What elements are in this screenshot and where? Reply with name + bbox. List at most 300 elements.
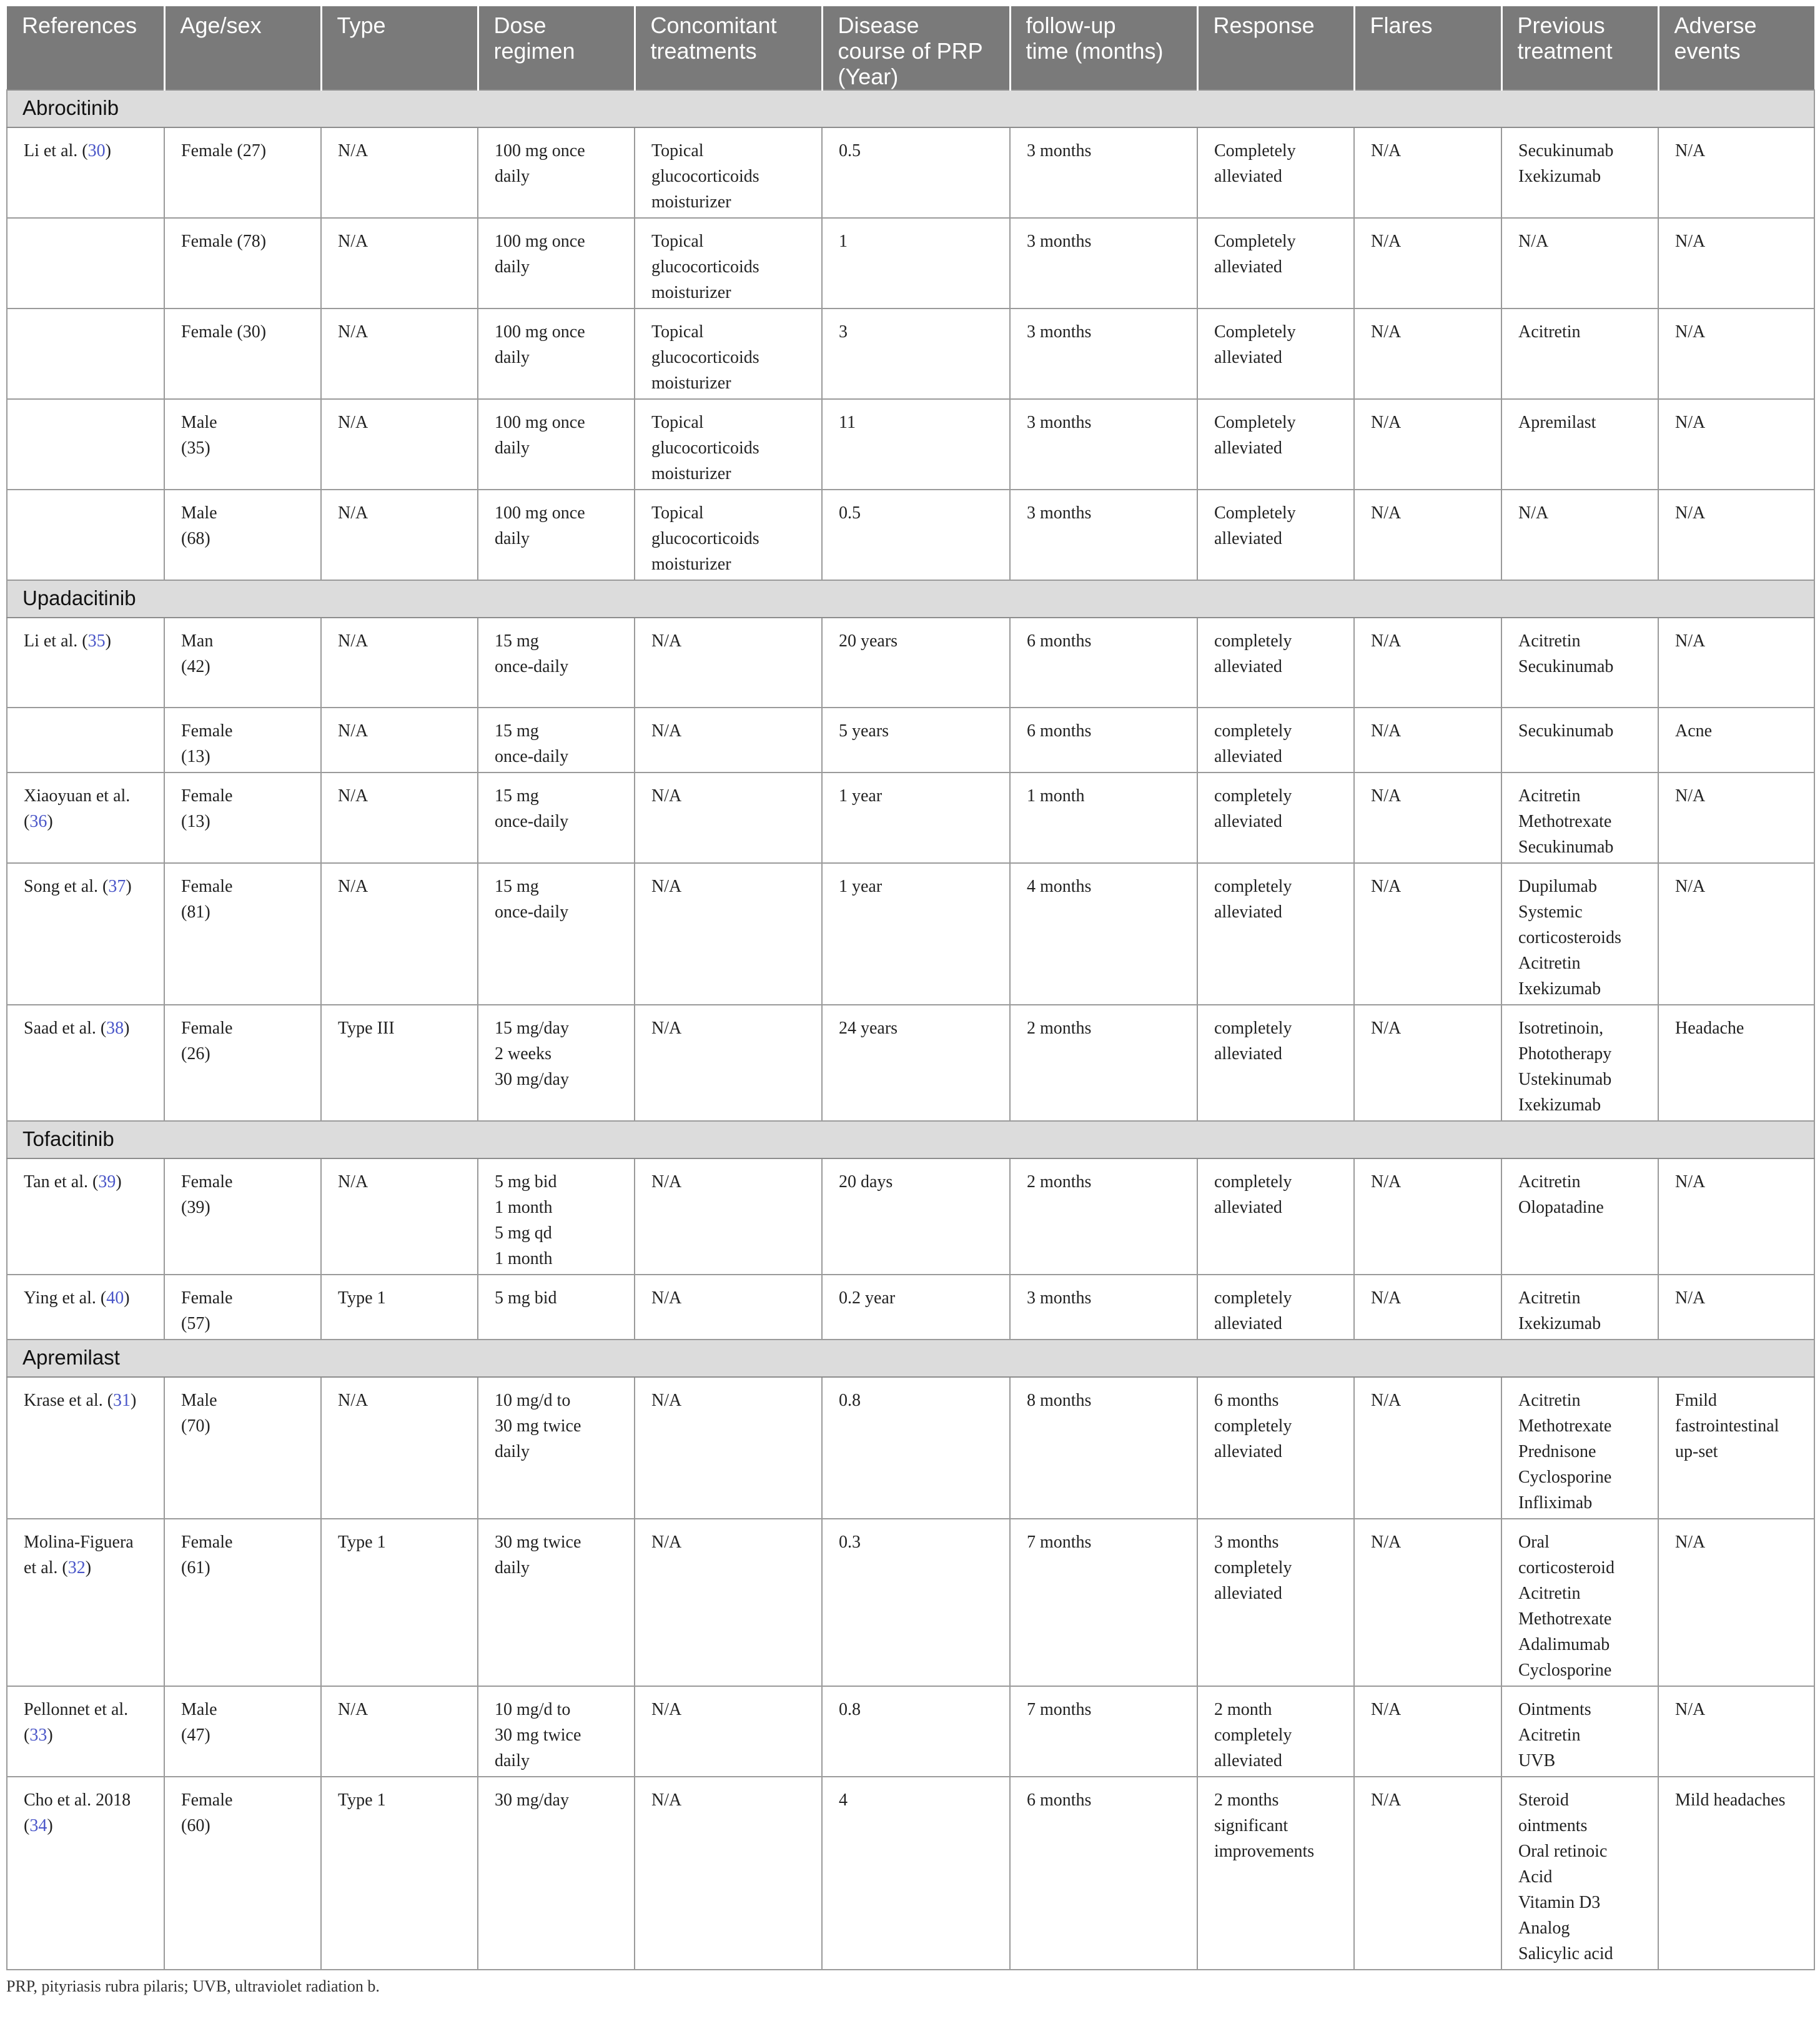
cell-text: N/A <box>1371 413 1402 432</box>
cell-text: Topical <box>651 322 704 342</box>
cell-text: N/A <box>1371 721 1402 741</box>
reference-link[interactable]: 39 <box>98 1172 116 1192</box>
cell-text: 5 mg bid <box>495 1172 557 1192</box>
cell-text: Male <box>181 503 217 523</box>
table-cell <box>1501 309 1658 399</box>
reference-link[interactable]: 38 <box>106 1019 124 1038</box>
column-header <box>1658 6 1814 90</box>
table-cell <box>822 218 1010 309</box>
header-text: (Year) <box>838 64 899 89</box>
table-row <box>7 1686 1814 1777</box>
cell-text: Vitamin D3 <box>1518 1893 1601 1912</box>
cell-text: Fmild <box>1675 1391 1717 1410</box>
table-row <box>7 1519 1814 1686</box>
cell-text: Type 1 <box>338 1533 386 1552</box>
reference-text: Li et al. ( <box>24 141 88 160</box>
table-cell <box>1010 618 1197 708</box>
reference-link[interactable]: 31 <box>113 1391 131 1410</box>
cell-text: Female (27) <box>181 141 267 160</box>
cell-text: N/A <box>338 141 368 160</box>
table-cell <box>1354 127 1501 218</box>
table-cell <box>1501 1158 1658 1275</box>
table-cell <box>164 1158 321 1275</box>
table-cell <box>1658 773 1814 863</box>
reference-link[interactable]: 33 <box>29 1725 47 1745</box>
cell-text: alleviated <box>1214 529 1282 548</box>
cell-text: daily <box>495 257 530 277</box>
table-cell <box>1354 490 1501 580</box>
cell-text: N/A <box>651 1288 682 1308</box>
cell-text: Acitretin <box>1518 1584 1581 1603</box>
table-cell <box>1354 708 1501 773</box>
table-row <box>7 399 1814 490</box>
table-cell <box>1010 490 1197 580</box>
table-cell <box>1197 127 1354 218</box>
table-cell <box>1197 618 1354 708</box>
column-header <box>1197 6 1354 90</box>
header-text: treatment <box>1517 38 1613 64</box>
table-cell <box>822 399 1010 490</box>
cell-text: 1 year <box>839 877 883 896</box>
table-cell <box>635 399 822 490</box>
cell-text: 3 months <box>1027 413 1092 432</box>
cell-text: Completely <box>1214 503 1296 523</box>
table-cell <box>7 773 164 863</box>
cell-text: N/A <box>1371 631 1402 651</box>
cell-text: 10 mg/d to <box>495 1391 571 1410</box>
cell-text: N/A <box>1675 141 1706 160</box>
reference-text: ) <box>116 1172 122 1192</box>
cell-text: completely <box>1214 631 1292 651</box>
reference-text: ) <box>126 877 132 896</box>
cell-text: Secukinumab <box>1518 657 1614 676</box>
cell-text: Ointments <box>1518 1700 1591 1719</box>
cell-text: N/A <box>338 232 368 251</box>
table-cell <box>1010 218 1197 309</box>
reference-text: ) <box>124 1019 130 1038</box>
table-cell <box>1197 309 1354 399</box>
cell-text: Phototherapy <box>1518 1044 1612 1064</box>
group-label: Tofacitinib <box>7 1121 1814 1158</box>
cell-text: alleviated <box>1214 1198 1282 1217</box>
header-text: Dose <box>493 12 546 38</box>
table-cell <box>822 708 1010 773</box>
cell-text: 2 weeks <box>495 1044 551 1064</box>
cell-text: 3 <box>839 322 848 342</box>
cell-text: once-daily <box>495 657 569 676</box>
cell-text: alleviated <box>1214 1442 1282 1461</box>
cell-text: N/A <box>1371 1790 1402 1810</box>
cell-text: N/A <box>651 1019 682 1038</box>
table-cell <box>164 1777 321 1970</box>
column-header <box>1501 6 1658 90</box>
cell-text: N/A <box>651 721 682 741</box>
cell-text: alleviated <box>1214 438 1282 458</box>
table-cell <box>478 1377 635 1519</box>
cell-text: 15 mg <box>495 721 539 741</box>
table-cell <box>1197 708 1354 773</box>
table-cell <box>321 399 478 490</box>
table-cell <box>7 708 164 773</box>
cell-text: alleviated <box>1214 1314 1282 1333</box>
reference-text: Pellonnet et al. <box>24 1700 129 1719</box>
reference-text: ) <box>47 1725 53 1745</box>
table-cell <box>635 490 822 580</box>
cell-text: 15 mg <box>495 631 539 651</box>
table-cell <box>635 218 822 309</box>
cell-text: N/A <box>1675 1288 1706 1308</box>
table-cell <box>1354 399 1501 490</box>
cell-text: daily <box>495 348 530 367</box>
table-cell <box>164 490 321 580</box>
table-row <box>7 127 1814 218</box>
cell-text: daily <box>495 1558 530 1577</box>
table-cell <box>1501 1519 1658 1686</box>
table-row <box>7 1275 1814 1340</box>
table-cell <box>822 1377 1010 1519</box>
table-cell <box>7 1519 164 1686</box>
table-cell <box>1010 399 1197 490</box>
cell-text: 0.5 <box>839 141 861 160</box>
cell-text: (68) <box>181 529 210 548</box>
table-cell <box>164 1686 321 1777</box>
reference-link[interactable]: 35 <box>87 631 106 651</box>
table-cell <box>321 863 478 1005</box>
table-cell <box>822 1777 1010 1970</box>
cell-text: Adalimumab <box>1518 1635 1610 1654</box>
cell-text: 6 months <box>1027 1790 1092 1810</box>
cell-text: N/A <box>1675 786 1706 806</box>
cell-text: daily <box>495 167 530 186</box>
cell-text: N/A <box>338 877 368 896</box>
reference-text: Song et al. ( <box>24 877 109 896</box>
cell-text: 30 mg/day <box>495 1070 569 1089</box>
table-cell <box>7 1275 164 1340</box>
cell-text: N/A <box>651 786 682 806</box>
cell-text: Acitretin <box>1518 322 1581 342</box>
table-cell <box>321 708 478 773</box>
table-cell <box>822 618 1010 708</box>
cell-text: 2 months <box>1214 1790 1279 1810</box>
cell-text: alleviated <box>1214 747 1282 766</box>
reference-text: Krase et al. ( <box>24 1391 114 1410</box>
cell-text: (26) <box>181 1044 210 1064</box>
table-cell <box>1010 1005 1197 1121</box>
cell-text: Prednisone <box>1518 1442 1596 1461</box>
table-cell <box>635 863 822 1005</box>
table-cell <box>478 773 635 863</box>
table-cell <box>1197 863 1354 1005</box>
cell-text: Secukinumab <box>1518 141 1614 160</box>
table-cell <box>7 309 164 399</box>
cell-text: 5 mg bid <box>495 1288 557 1308</box>
table-cell <box>164 773 321 863</box>
cell-text: 15 mg/day <box>495 1019 569 1038</box>
cell-text: (35) <box>181 438 210 458</box>
cell-text: moisturizer <box>651 464 731 483</box>
cell-text: Man <box>181 631 214 651</box>
table-cell <box>1197 1158 1354 1275</box>
cell-text: 1 month <box>1027 786 1085 806</box>
column-header <box>822 6 1010 90</box>
cell-text: Oral retinoic <box>1518 1842 1608 1861</box>
header-text: Age/sex <box>180 12 262 38</box>
table-cell <box>635 309 822 399</box>
cell-text: 10 mg/d to <box>495 1700 571 1719</box>
table-cell <box>1010 708 1197 773</box>
table-cell <box>1501 127 1658 218</box>
header-text: Type <box>337 12 386 38</box>
cell-text: completely <box>1214 1558 1292 1577</box>
cell-text: N/A <box>338 721 368 741</box>
cell-text: 11 <box>839 413 856 432</box>
reference-text: ) <box>85 1558 92 1577</box>
cell-text: Olopatadine <box>1518 1198 1604 1217</box>
cell-text: 4 months <box>1027 877 1092 896</box>
table-cell <box>1501 1777 1658 1970</box>
table-cell <box>1197 1777 1354 1970</box>
cell-text: N/A <box>651 1700 682 1719</box>
cell-text: Acne <box>1675 721 1713 741</box>
cell-text: 30 mg twice <box>495 1725 581 1745</box>
table-cell <box>7 1377 164 1519</box>
table-cell <box>635 618 822 708</box>
table-cell <box>1354 863 1501 1005</box>
cell-text: Apremilast <box>1518 413 1596 432</box>
table-cell <box>635 1777 822 1970</box>
cell-text: 0.8 <box>839 1700 861 1719</box>
cell-text: 15 mg <box>495 877 539 896</box>
table-cell <box>164 1275 321 1340</box>
cell-text: alleviated <box>1214 1584 1282 1603</box>
cell-text: 20 days <box>839 1172 893 1192</box>
cell-text: alleviated <box>1214 348 1282 367</box>
table-cell <box>321 1519 478 1686</box>
cell-text: 1 month <box>495 1249 553 1268</box>
table-cell <box>1354 773 1501 863</box>
table-cell <box>1501 1005 1658 1121</box>
cell-text: N/A <box>1371 1700 1402 1719</box>
cell-text: Topical <box>651 232 704 251</box>
cell-text: Steroid <box>1518 1790 1569 1810</box>
table-cell <box>1658 1519 1814 1686</box>
table-cell <box>822 127 1010 218</box>
table-cell <box>1354 1777 1501 1970</box>
table-row <box>7 773 1814 863</box>
reference-link[interactable]: 37 <box>108 877 126 896</box>
cell-text: N/A <box>1371 1288 1402 1308</box>
reference-text: ) <box>105 631 111 651</box>
cell-text: alleviated <box>1214 812 1282 831</box>
cell-text: N/A <box>1371 877 1402 896</box>
column-header <box>635 6 822 90</box>
table-row <box>7 490 1814 580</box>
table-row <box>7 1005 1814 1121</box>
cell-text: moisturizer <box>651 373 731 393</box>
table-cell <box>321 127 478 218</box>
cell-text: Methotrexate <box>1518 1416 1612 1436</box>
table-cell <box>1501 399 1658 490</box>
cell-text: N/A <box>338 1391 368 1410</box>
cell-text: Infliximab <box>1518 1493 1593 1513</box>
reference-link[interactable]: 30 <box>87 141 106 160</box>
header-text: Previous <box>1517 12 1605 38</box>
reference-text: Li et al. ( <box>24 631 88 651</box>
reference-text: ) <box>105 141 111 160</box>
cell-text: 7 months <box>1027 1700 1092 1719</box>
cell-text: N/A <box>1675 322 1706 342</box>
table-cell <box>1501 708 1658 773</box>
table-row <box>7 618 1814 708</box>
table-cell <box>1354 1158 1501 1275</box>
header-text: treatments <box>650 38 757 64</box>
table-header <box>7 6 1814 90</box>
header-text: time (months) <box>1026 38 1164 64</box>
table-cell <box>1658 1686 1814 1777</box>
table-row <box>7 1777 1814 1970</box>
cell-text: (60) <box>181 1816 210 1835</box>
header-text: References <box>22 12 137 38</box>
cell-text: once-daily <box>495 747 569 766</box>
cell-text: N/A <box>1371 1172 1402 1192</box>
cell-text: 100 mg once <box>495 232 585 251</box>
cell-text: Female <box>181 1019 233 1038</box>
reference-text: Molina-Figuera <box>24 1533 134 1552</box>
cell-text: Male <box>181 1700 217 1719</box>
cell-text: Topical <box>651 503 704 523</box>
cell-text: 3 months <box>1027 141 1092 160</box>
cell-text: Female <box>181 1790 233 1810</box>
cell-text: N/A <box>651 1172 682 1192</box>
cell-text: daily <box>495 1442 530 1461</box>
table-cell <box>321 1005 478 1121</box>
table-cell <box>1010 863 1197 1005</box>
cell-text: N/A <box>1675 413 1706 432</box>
table-cell <box>1354 1686 1501 1777</box>
reference-text: Ying et al. ( <box>24 1288 107 1308</box>
column-header <box>1354 6 1501 90</box>
table-cell <box>164 127 321 218</box>
reference-text: ) <box>47 1816 53 1835</box>
cell-text: (47) <box>181 1725 210 1745</box>
cell-text: Ixekizumab <box>1518 167 1601 186</box>
reference-link[interactable]: 40 <box>106 1288 124 1308</box>
column-header <box>1010 6 1197 90</box>
cell-text: Methotrexate <box>1518 812 1612 831</box>
reference-link[interactable]: 36 <box>29 812 47 831</box>
group-row <box>7 1121 1814 1158</box>
table-cell <box>1501 773 1658 863</box>
cell-text: 4 <box>839 1790 848 1810</box>
table-row <box>7 863 1814 1005</box>
cell-text: significant <box>1214 1816 1288 1835</box>
table-cell <box>635 127 822 218</box>
table-cell <box>1354 1377 1501 1519</box>
cell-text: N/A <box>1675 877 1706 896</box>
cell-text: 3 months <box>1027 503 1092 523</box>
cell-text: N/A <box>338 322 368 342</box>
cell-text: N/A <box>1518 232 1549 251</box>
table-cell <box>822 1158 1010 1275</box>
table-cell <box>7 218 164 309</box>
cell-text: N/A <box>1675 503 1706 523</box>
cell-text: Ustekinumab <box>1518 1070 1612 1089</box>
cell-text: 1 year <box>839 786 883 806</box>
table-row <box>7 1377 1814 1519</box>
table-cell <box>478 309 635 399</box>
cell-text: N/A <box>651 631 682 651</box>
table-cell <box>321 1275 478 1340</box>
cell-text: once-daily <box>495 812 569 831</box>
cell-text: (61) <box>181 1558 210 1577</box>
table-cell <box>1010 127 1197 218</box>
reference-link[interactable]: 34 <box>29 1816 47 1835</box>
cell-text: Female <box>181 877 233 896</box>
table-cell <box>822 773 1010 863</box>
cell-text: Mild headaches <box>1675 1790 1786 1810</box>
table-cell <box>7 1777 164 1970</box>
cell-text: glucocorticoids <box>651 257 759 277</box>
reference-link[interactable]: 32 <box>67 1558 86 1577</box>
table-cell <box>478 490 635 580</box>
cell-text: Salicylic acid <box>1518 1944 1613 1963</box>
table-cell <box>1010 1377 1197 1519</box>
cell-text: 3 months <box>1027 1288 1092 1308</box>
header-text: Flares <box>1370 12 1433 38</box>
cell-text: 100 mg once <box>495 322 585 342</box>
data-table <box>6 6 1815 1970</box>
table-cell <box>1658 1005 1814 1121</box>
header-row <box>7 6 1814 90</box>
reference-text: ) <box>47 812 53 831</box>
cell-text: Oral <box>1518 1533 1550 1552</box>
table-cell <box>1501 1275 1658 1340</box>
cell-text: 0.5 <box>839 503 861 523</box>
table-cell <box>1658 1275 1814 1340</box>
cell-text: Female (30) <box>181 322 267 342</box>
table-cell <box>1010 1686 1197 1777</box>
table-cell <box>1197 399 1354 490</box>
cell-text: completely <box>1214 877 1292 896</box>
table-cell <box>1197 1686 1354 1777</box>
table-cell <box>321 1377 478 1519</box>
table-cell <box>1658 708 1814 773</box>
cell-text: Acitretin <box>1518 1288 1581 1308</box>
cell-text: 100 mg once <box>495 141 585 160</box>
cell-text: (57) <box>181 1314 210 1333</box>
header-text: Concomitant <box>650 12 777 38</box>
cell-text: N/A <box>1675 1700 1706 1719</box>
cell-text: N/A <box>1371 786 1402 806</box>
cell-text: N/A <box>1518 503 1549 523</box>
column-header <box>164 6 321 90</box>
table-cell <box>7 1686 164 1777</box>
cell-text: Acitretin <box>1518 1725 1581 1745</box>
header-text: Disease <box>838 12 919 38</box>
cell-text: moisturizer <box>651 192 731 212</box>
cell-text: Dupilumab <box>1518 877 1597 896</box>
cell-text: Female <box>181 721 233 741</box>
table-cell <box>1658 490 1814 580</box>
cell-text: 24 years <box>839 1019 898 1038</box>
table-footnote: PRP, pityriasis rubra pilaris; UVB, ultraviolet radiation b. <box>6 1977 380 1995</box>
table-cell <box>635 1005 822 1121</box>
cell-text: 6 months <box>1214 1391 1279 1410</box>
reference-text: ) <box>124 1288 130 1308</box>
cell-text: Type 1 <box>338 1790 386 1810</box>
cell-text: corticosteroid <box>1518 1558 1615 1577</box>
cell-text: Completely <box>1214 232 1296 251</box>
